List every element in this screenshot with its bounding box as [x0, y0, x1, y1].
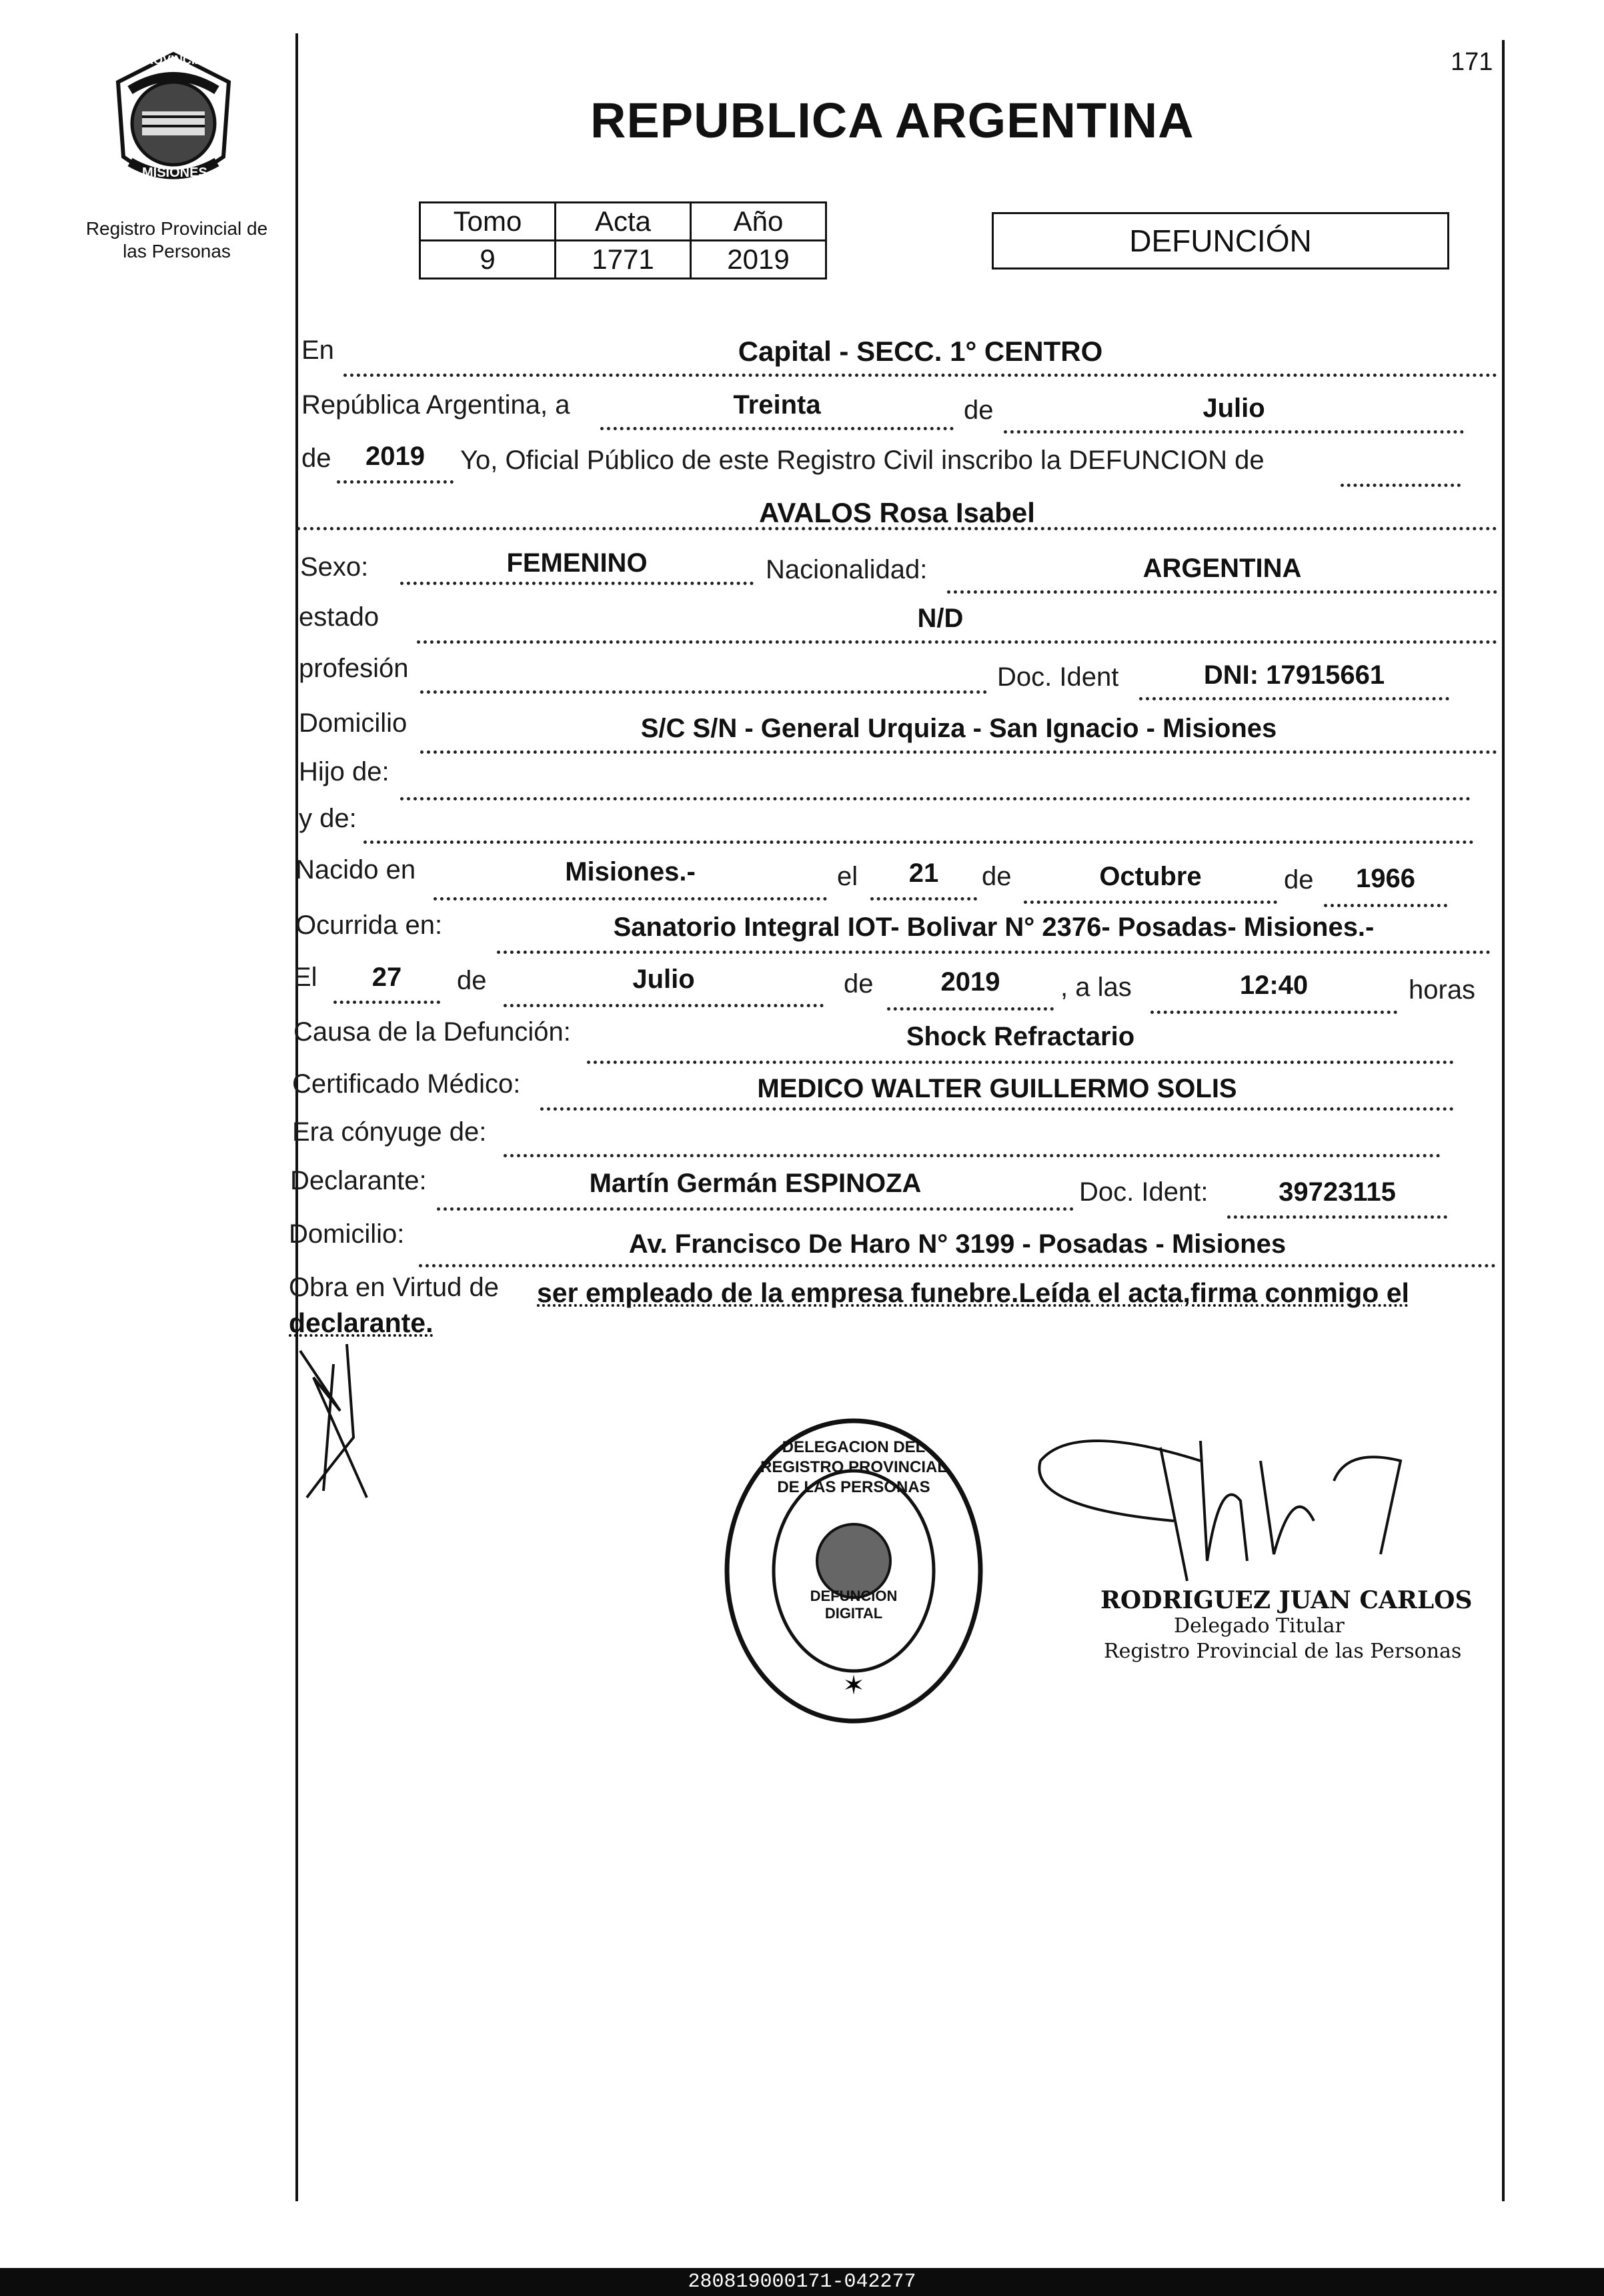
- el-label: el: [837, 862, 858, 891]
- nacido-value: Misiones.-: [565, 857, 696, 887]
- domicilio2-dots: [419, 1264, 1496, 1267]
- death-year: 2019: [940, 967, 1000, 997]
- alas-label: , a las: [1060, 973, 1132, 1002]
- causa-label: Causa de la Defunción:: [293, 1017, 571, 1047]
- registry-table: [419, 201, 827, 279]
- seal-outer-text: DELEGACION DEL REGISTRO PROVINCIAL DE LAS PERSONAS: [760, 1438, 948, 1496]
- doc-dots: [1139, 697, 1449, 700]
- year-dots: [337, 480, 454, 484]
- svg-text:✶: ✶: [842, 1670, 865, 1701]
- anio-header: Año: [691, 203, 826, 241]
- anio-value: 2019: [691, 241, 826, 279]
- conyuge-label: Era cónyuge de:: [292, 1117, 487, 1147]
- page-number: 171: [1451, 48, 1493, 76]
- el2-label: El: [293, 963, 317, 992]
- death-day-dots: [333, 1001, 440, 1004]
- hijo-dots: [400, 797, 1471, 800]
- death-time-dots: [1150, 1011, 1397, 1014]
- month-dots: [1004, 430, 1464, 434]
- inscribo-dots: [1341, 484, 1461, 487]
- ocurrida-dots: [497, 951, 1491, 954]
- estado-dots: [417, 640, 1497, 644]
- registry-name: Registro Provincial de las Personas: [85, 218, 268, 261]
- nacionalidad-dots: [947, 590, 1497, 594]
- doc2-value: 39723115: [1279, 1177, 1396, 1207]
- seal-inner-text: DEFUNCION DIGITAL: [810, 1588, 898, 1622]
- birth-month: Octubre: [1099, 862, 1202, 891]
- de4-label: de: [1284, 865, 1314, 895]
- officer-role: Delegado Titular: [1174, 1614, 1345, 1638]
- en-label: En: [301, 336, 334, 365]
- domicilio-value: S/C S/N - General Urquiza - San Ignacio - Misiones: [640, 714, 1277, 743]
- birth-month-dots: [1024, 901, 1277, 904]
- acta-value: 1771: [556, 241, 691, 279]
- obra-value: ser empleado de la empresa funebre.Leída el acta,firma conmigo el: [537, 1277, 1409, 1308]
- tomo-header: Tomo: [420, 203, 556, 241]
- month-value: Julio: [1202, 394, 1265, 423]
- obra-value-cont: declarante.: [289, 1307, 434, 1338]
- page-title: REPUBLICA ARGENTINA: [590, 93, 1194, 148]
- de-label: de: [964, 396, 994, 425]
- tomo-value: 9: [420, 241, 556, 279]
- birth-year-dots: [1324, 904, 1447, 907]
- death-day: 27: [371, 963, 402, 992]
- domicilio2-label: Domicilio:: [289, 1219, 405, 1249]
- de2-label: de: [301, 444, 331, 473]
- officer-name: RODRIGUEZ JUAN CARLOS: [1100, 1586, 1473, 1614]
- right-margin-rule: [1502, 40, 1505, 2201]
- sexo-dots: [400, 582, 754, 585]
- death-year-dots: [887, 1007, 1054, 1011]
- inscribo-text: Yo, Oficial Público de este Registro Civil inscribo la DEFUNCION de: [460, 446, 1265, 475]
- birth-year: 1966: [1356, 864, 1415, 893]
- domicilio-label: Domicilio: [299, 708, 408, 738]
- certificado-value: MEDICO WALTER GUILLERMO SOLIS: [757, 1074, 1237, 1103]
- de5-label: de: [457, 966, 487, 995]
- officer-office: Registro Provincial de las Personas: [1104, 1640, 1462, 1663]
- declarante-label: Declarante:: [290, 1166, 427, 1195]
- conyuge-dots: [504, 1154, 1441, 1157]
- year-value: 2019: [365, 442, 425, 471]
- death-time: 12:40: [1239, 971, 1309, 1000]
- day-value: Treinta: [733, 390, 821, 420]
- en-value: Capital - SECC. 1° CENTRO: [738, 336, 1103, 367]
- hijo-label: Hijo de:: [299, 757, 389, 786]
- death-month-dots: [504, 1004, 824, 1007]
- declarante-dots: [437, 1207, 1074, 1211]
- nacido-dots: [434, 897, 827, 901]
- sexo-label: Sexo:: [300, 552, 369, 582]
- doc-value: DNI: 17915661: [1203, 660, 1385, 690]
- ocurrida-value: Sanatorio Integral IOT- Bolivar N° 2376- Posadas- Misiones.-: [613, 913, 1375, 942]
- day-dots: [600, 427, 954, 430]
- profesion-dots: [420, 690, 987, 694]
- death-month: Julio: [632, 965, 695, 994]
- causa-value: Shock Refractario: [906, 1022, 1135, 1051]
- ocurrida-label: Ocurrida en:: [295, 911, 443, 940]
- profesion-label: profesión: [299, 654, 409, 683]
- deceased-name: AVALOS Rosa Isabel: [759, 497, 1035, 528]
- birth-day-dots: [870, 897, 977, 901]
- logo-bottom-text: MISIONES: [142, 165, 207, 180]
- domicilio-dots: [420, 750, 1497, 754]
- nacido-label: Nacido en: [295, 855, 416, 885]
- sexo-value: FEMENINO: [506, 548, 648, 578]
- en-dots: [343, 374, 1497, 377]
- acta-header: Acta: [556, 203, 691, 241]
- doc2-dots: [1227, 1215, 1447, 1219]
- yde-dots: [363, 840, 1474, 844]
- de3-label: de: [982, 862, 1012, 891]
- horas-label: horas: [1409, 975, 1476, 1005]
- logo-top-text: PROVINCIA DE: [137, 53, 223, 67]
- yde-label: y de:: [299, 804, 357, 833]
- nacionalidad-label: Nacionalidad:: [766, 555, 928, 584]
- nacionalidad-value: ARGENTINA: [1142, 554, 1302, 583]
- certificado-label: Certificado Médico:: [292, 1069, 521, 1099]
- causa-dots: [587, 1061, 1454, 1064]
- declarant-signature: [287, 1337, 393, 1511]
- estado-value: N/D: [917, 604, 964, 633]
- declarante-value: Martín Germán ESPINOZA: [589, 1169, 922, 1198]
- de6-label: de: [844, 969, 874, 999]
- republica-label: República Argentina, a: [301, 390, 570, 420]
- document-code: 280819000171-042277: [0, 2268, 1604, 2296]
- certificado-dots: [540, 1107, 1454, 1111]
- doc2-label: Doc. Ident:: [1079, 1177, 1209, 1207]
- doc-label: Doc. Ident: [997, 662, 1119, 692]
- obra-label: Obra en Virtud de: [289, 1273, 500, 1302]
- record-type-box: DEFUNCIÓN: [992, 212, 1449, 269]
- estado-label: estado: [299, 602, 379, 632]
- domicilio2-value: Av. Francisco De Haro N° 3199 - Posadas - Misiones: [628, 1229, 1287, 1259]
- birth-day: 21: [908, 858, 939, 888]
